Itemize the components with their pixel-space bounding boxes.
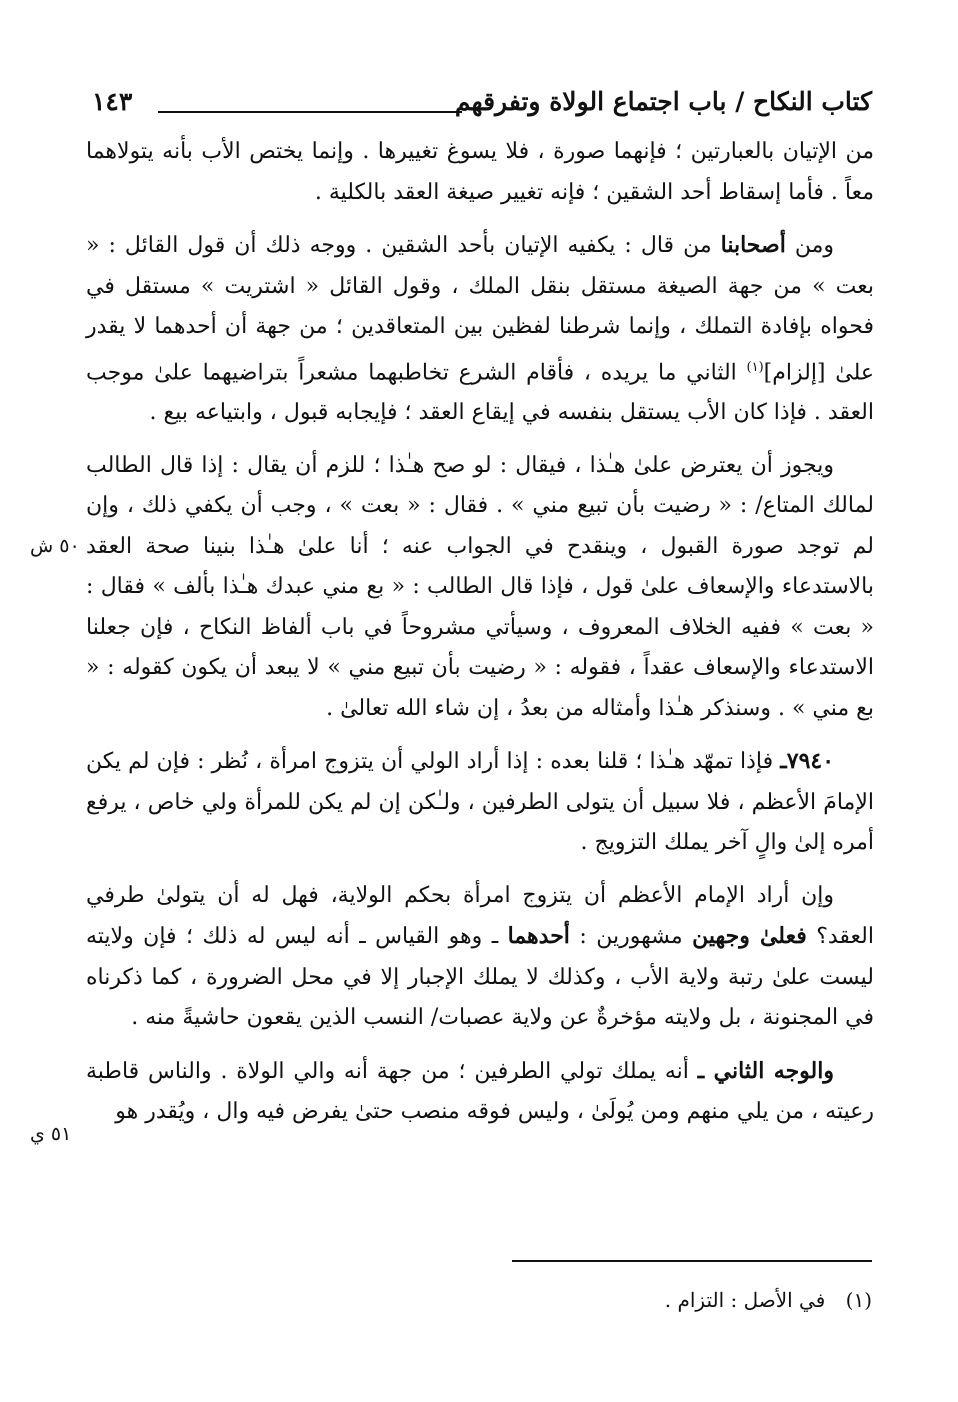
footnote-number: (١) [845,1288,872,1312]
page-number: ١٤٣ [92,87,133,116]
paragraph-5-bold-1: فعلىٰ وجهين [692,923,807,950]
paragraph-2-text-a: من قال : يكفيه الإتيان بأحد الشقين . ووجه ذلك أن قول القائل : « بعت » من جهة الصيغة مستقل بنقل الملك ، وقول القائل « اشتريت » مستقل في فحواه بإفادة التملك ، وإنما شرطنا لفظين بين المتعاقدين ؛ من جهة أن أحدهما لا يقدر علىٰ [إلزام] [86,233,874,385]
paragraph-6-text: أنه يملك تولي الطرفين ؛ من جهة أنه والي الولاة . والناس قاطبة رعيته ، من يلي منهم ومن يُولَىٰ ، وليس فوقه منصب حتىٰ يفرض فيه وال ، ويُقدر هو [86,1058,874,1125]
footnote-divider [512,1260,872,1262]
paragraph-3-text: ويجوز أن يعترض علىٰ هـٰذا ، فيقال : لو صح هـٰذا ؛ للزم أن يقال : إذا قال الطالب لمالك المتاع/ : « رضيت بأن تبيع مني » . فقال : « بعت » ، وجب أن يكفي ذلك ، وإن لم توجد صورة القبول ، وينقدح في الجواب عنه ؛ أنا علىٰ هـٰذا بنينا صحة العقد بالاستدعاء والإسعاف علىٰ قول ، فإذا قال الطالب : « بع مني عبدك هـٰذا بألف » فقال : « بعت » ففيه الخلاف المعروف ، وسيأتي مشروحاً في باب ألفاظ النكاح ، فإن جعلنا الاستدعاء والإسعاف عقداً ، فقوله : « رضيت بأن تبيع مني » لا يبعد أن يكون كقوله : « بع مني » . وسنذكر هـٰذا وأمثاله من بعدُ ، إن شاء الله تعالىٰ . [86,452,874,721]
paragraph-5-text-c: ـ وهو القياس ـ أنه ليس له ذلك ؛ فإن ولايته ليست علىٰ رتبة ولاية الأب ، وكذلك لا يملك الإجبار إلا في محل الضرورة ، كما ذكرناه في المجنونة ، بل ولايته مؤخرةٌ عن ولاية عصبات/ النسب الذين يقعون حاشيةً منه . [86,924,874,1031]
paragraph-1-text: من الإتيان بالعبارتين ؛ فإنهما صورة ، فلا يسوغ تغييرها . وإنما يختص الأب بأنه يتولاهما معاً . فأما إسقاط أحد الشقين ؛ فإنه تغيير صيغة العقد بالكلية . [86,139,874,205]
paragraph-2-lead: ومن [794,233,834,258]
paragraph-1 [86,132,874,213]
paragraph-5-text-a: وإن أراد الإمام الأعظم أن يتزوج امرأة بحكم الولاية، فهل له أن يتولىٰ طرفي العقد؟ [86,882,874,950]
margin-note-manuscript-1: ٥٠ ش [30,535,80,557]
header-rule [158,111,462,113]
main-text [86,132,874,1145]
header-title: كتاب النكاح / باب اجتماع الولاة وتفرقهم [454,87,872,116]
paragraph-4 [86,741,874,864]
paragraph-4-text: فإذا تمهّد هـٰذا ؛ قلنا بعده : إذا أراد الولي أن يتزوج امرأة ، نُظر : فإن لم يكن الإمامَ الأعظم ، فلا سبيل أن يتولى الطرفين ، ولـٰكن إن لم يكن للمرأة ولي خاص ، يرفع أمره إلىٰ والٍ آخر يملك التزويج . [86,749,874,856]
running-header [92,82,872,124]
paragraph-2-bold: أصحابنا [720,232,786,258]
paragraph-6-bold: والوجه الثاني ـ [697,1057,834,1084]
paragraph-5-text-b: مشهورين : [579,924,683,950]
footnote-text: في الأصل : التزام . [664,1288,826,1312]
paragraph-2-text-b: الثاني ما يريده ، فأقام الشرع تخاطبهما مشعراً بتراضيهما علىٰ موجب العقد . فإذا كان الأب يستقل بنفسه في إيقاع العقد ؛ فإيجابه قبول ، وابتياعه بيع . [86,359,874,426]
section-number: ٧٩٤٠ـ [780,748,835,775]
footnote-reference: (١) [746,359,764,375]
paragraph-3 [86,446,874,730]
margin-note-manuscript-2: ٥١ ي [30,1123,72,1145]
paragraph-6 [86,1051,874,1133]
paragraph-5-bold-2: أحدهما [507,923,570,950]
paragraph-5 [86,876,874,1039]
paragraph-2 [86,225,874,434]
footnote [172,1284,872,1316]
